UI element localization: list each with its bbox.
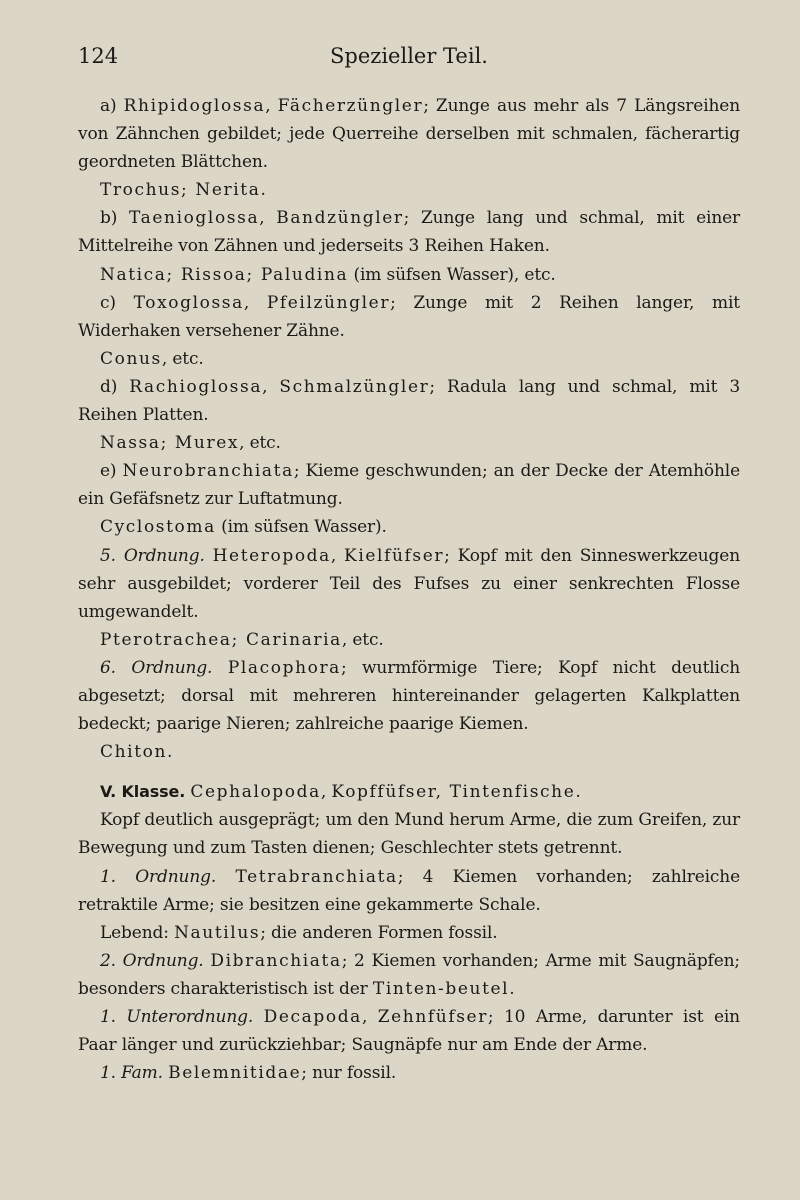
text-run: Cyclostoma xyxy=(100,517,216,538)
text-run: Toxoglossa xyxy=(133,292,244,313)
paragraph xyxy=(78,92,740,176)
page-number: 124 xyxy=(78,44,119,68)
text-run: Schmalzüngler xyxy=(279,376,430,397)
paragraph xyxy=(78,261,740,289)
text-run: Fächerzüngler xyxy=(277,96,424,116)
text-run: 2. Ordnung. xyxy=(100,950,204,971)
paragraph xyxy=(78,778,740,806)
text-run: ; nur fossil. xyxy=(301,1063,397,1084)
text-run: Neurobranchiata xyxy=(122,461,294,482)
text-run: 5. Ordnung. xyxy=(100,545,205,566)
text-run: (im süfsen Wasser), etc. xyxy=(348,264,556,285)
paragraph xyxy=(78,457,740,513)
text-run: Nassa; Murex xyxy=(100,433,240,454)
text-run: , xyxy=(265,96,278,116)
text-run: Tinten-beutel xyxy=(372,978,510,999)
paragraph xyxy=(78,345,740,373)
text-run: 1. Ordnung. xyxy=(100,866,217,887)
paragraph xyxy=(78,626,740,654)
text-run: 1. Fam. xyxy=(100,1063,163,1084)
paragraph xyxy=(78,542,740,626)
text-run: d) xyxy=(100,376,130,397)
text-run: Lebend: xyxy=(100,922,175,943)
paragraph xyxy=(78,806,740,862)
text-run: Dibranchiata xyxy=(210,950,342,971)
text-run: , etc. xyxy=(161,348,204,369)
text-run: Kielfüfser xyxy=(344,545,445,566)
text-run: Natica; Rissoa; Paludina xyxy=(100,264,349,285)
paragraph xyxy=(78,429,740,457)
paragraph xyxy=(78,919,740,947)
text-run: , xyxy=(243,292,267,313)
text-run: Pfeilzüngler xyxy=(266,292,391,313)
text-run: ; 10 Arme, darunter ist ein Paar länger und zurückziehbar; Saugnäpfe nur am Ende der Arme. xyxy=(78,1007,740,1056)
paragraph xyxy=(78,1003,740,1059)
text-run: Decapoda xyxy=(263,1007,362,1027)
text-run: , etc. xyxy=(239,433,281,454)
text-run: Rachioglossa xyxy=(129,376,263,397)
text-run: ; Kopf mit den Sinneswerkzeugen sehr ausgebildet; vorderer Teil des Fufses zu einer senkrechten Flosse umgewandelt. xyxy=(78,545,740,622)
text-run: Trochus; Nerita. xyxy=(100,180,268,201)
text-run: , xyxy=(361,1007,378,1027)
text-run: Belemnitidae xyxy=(168,1063,302,1084)
text-run: e) xyxy=(100,461,123,482)
running-title: Spezieller Teil. xyxy=(330,44,488,68)
text-run: 6. Ordnung. xyxy=(100,657,213,678)
page-body xyxy=(78,92,740,1087)
text-run: , xyxy=(330,545,345,566)
text-run: ; Zunge lang und schmal, mit einer Mittelreihe von Zähnen und jederseits 3 Reihen Haken. xyxy=(78,208,741,257)
paragraph xyxy=(78,513,740,541)
text-run: a) xyxy=(100,96,124,116)
page-header xyxy=(78,44,740,76)
paragraph xyxy=(78,738,740,766)
text-run: , xyxy=(320,782,332,803)
text-run: (im süfsen Wasser). xyxy=(215,517,387,538)
text-run: Zehnfüfser xyxy=(377,1007,488,1027)
text-run xyxy=(205,546,213,566)
paragraph xyxy=(78,1059,740,1087)
text-run: ; die anderen Formen fossil. xyxy=(260,922,498,943)
text-run: V. Klasse. xyxy=(100,782,186,802)
paragraph xyxy=(78,654,740,738)
text-run: Kopf deutlich ausgeprägt; um den Mund herum Arme, die zum Greifen, zur Bewegung und zum Tasten dienen; Geschlechter stets getrennt. xyxy=(78,810,740,859)
paragraph xyxy=(78,863,740,919)
text-run: Conus xyxy=(100,348,162,369)
text-run: Pterotrachea; Carinaria xyxy=(100,629,342,650)
text-run: Bandzüngler xyxy=(276,208,404,229)
text-run: Taenioglossa xyxy=(129,208,260,229)
text-run: Tetrabranchiata xyxy=(235,866,398,887)
text-run: Chiton. xyxy=(100,742,175,763)
text-run: ; Zunge mit 2 Reihen langer, mit Widerhaken versehener Zähne. xyxy=(78,292,740,341)
paragraph xyxy=(78,176,740,204)
paragraph xyxy=(78,204,740,260)
text-run: , xyxy=(262,376,280,397)
text-run: ; Radula lang und schmal, mit 3 Reihen Platten. xyxy=(78,376,740,426)
text-run: Placophora xyxy=(227,657,341,678)
text-run: Cephalopoda xyxy=(190,782,321,803)
text-run: , xyxy=(259,208,277,229)
text-run: Nautilus xyxy=(174,922,261,943)
paragraph xyxy=(78,289,740,345)
paragraph xyxy=(78,947,740,1003)
text-run: ; Kieme geschwunden; an der Decke der Atemhöhle ein Gefäfsnetz zur Luftatmung. xyxy=(78,461,740,510)
text-run: , etc. xyxy=(341,629,384,650)
text-run: Heteropoda xyxy=(212,545,331,566)
text-run: Kopffüfser, Tintenfische xyxy=(331,782,576,803)
text-run: ; 2 Kiemen vorhanden; Arme mit Saugnäpfen; besonders charakteristisch ist der xyxy=(78,950,740,999)
text-run: ; Zunge aus mehr als 7 Längsreihen von Zähnchen gebildet; jede Querreihe derselben mit schmalen, fächerartig geordneten Blättchen. xyxy=(78,96,740,173)
text-run: ; wurmförmige Tiere; Kopf nicht deutlich abgesetzt; dorsal mit mehreren hintereinander gelagerten Kalkplatten bedeckt; paarige Nieren; zahlreiche paarige Kiemen. xyxy=(78,657,740,735)
text-run xyxy=(253,1007,264,1027)
text-run: b) xyxy=(100,208,129,229)
text-run: c) xyxy=(100,292,134,313)
text-run: . xyxy=(509,978,515,999)
text-run: ; 4 Kiemen vorhanden; zahlreiche retraktile Arme; sie besitzen eine gekammerte Schale. xyxy=(78,866,741,915)
paragraph xyxy=(78,373,740,429)
text-run: . xyxy=(575,782,581,803)
text-run: 1. Unterordnung. xyxy=(100,1007,254,1027)
text-run xyxy=(212,658,228,678)
text-run: Rhipidoglossa xyxy=(123,96,266,116)
text-run xyxy=(216,867,235,887)
